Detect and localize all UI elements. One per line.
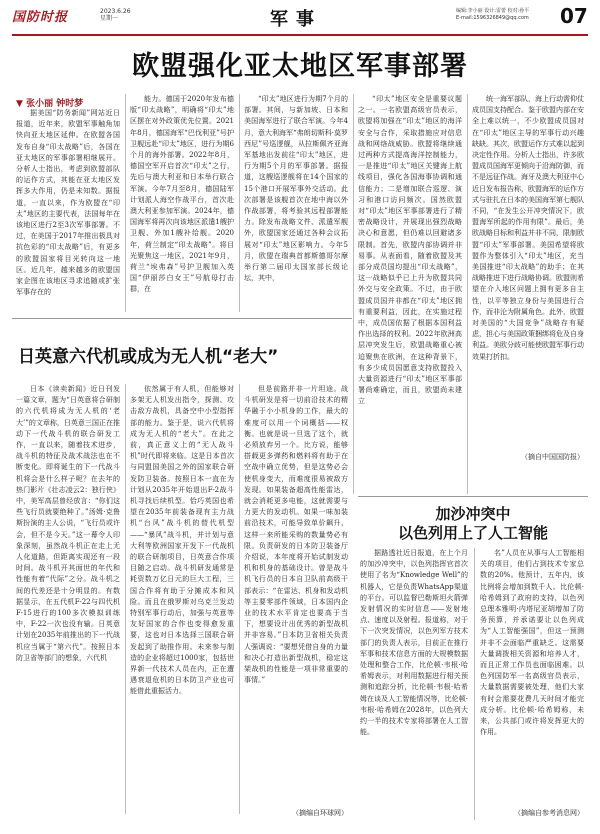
article2-text: 但是前路并非一片坦途。战斗机研发是将一切前沿技术的精华融于小小机身的工作，最大的难度可以用一个词概括——权衡。也就是说一旦选了这个，就必须放弃另一个。比方说，能够搭载更多弹药和燃料将有助于在空战中确立优势，但是这势必会使机身变大，而难度很易被敌方发现。如果装备超高性能雷达，就会消耗更多电能，这就需要与力更大的发动机。如果一味加装前沿技术，可能导致单价飙升，这样一来所能采购的数量势必有限。负责研发的日本防卫装备厅介绍说，本年度将开始试制发动机和机身的基础设计。曾是战斗机飞行员的日本自卫队前高级干部表示：“在雷达、机身和发动机等主要零部件领域，日本国内企业的技术水平肯定也要高于当下，想要设计出优秀的新型战机并非容易。”日本防卫省相关负责人强调说：“要想凭借自身的力量和决心打造出新型战机，稳定这架战机的性能是一项非常重要的事情。” [244, 385, 348, 685]
article3-headline-line-1: 加沙冲突中 [435, 505, 511, 523]
article2-column-2 [130, 384, 234, 804]
section-name: 军事 [270, 9, 322, 30]
article2-source: （摘编自环球网） [292, 809, 348, 817]
article1-text: 统一海军部队，海上行动需仰仗成员国支持配合。鉴于欧盟内部在安全上难以统一，不少欧盟成员国对在“印太”地区主导的军事行动兴趣缺缺。其次，欧盟运作方式难以起到决定性作用。分析人士指出，许多欧盟成员国海军更倾向于沿海防御，而不是远征作战。海牙及澳大利亚中心近日发布报告称，欧盟海军的运作方式与驻扎在日本的美国海军第七舰队不同，“在发生公开冲突情况下，欧盟海军所起的作用有限”。最后，美欧战略目标和利益并非不同，限制欧盟“印太”军事部署。美国希望将欧盟作为整体引入“印太”地区，充当美国推进“印太战略”的助手；在其战略推进下进行战略协调。欧盟则希望在介入地区问题上拥有更多自主性，以平等独立身份与美国进行合作，而非沦为附属角色。此外，欧盟对美国的“大国竞争”战略存有疑虑，担心与美国政策捆绑将危及自身利益。美欧分歧可能使欧盟军事行动效果打折扣。 [472, 95, 584, 361]
article2-headline: 日英意六代机或成为无人机“老大” [18, 347, 279, 367]
article1-text: 能力。德国于2020年发布德版“印太战略”，明确将“印太”地区摆在对外政策优先位置。2021年8月，德国海军“巴伐利亚”号护卫舰远赴“印太”地区，进行为期6个月的海外部署。2022年8月，德国空军开启首次“印太”之行，先后与澳大利亚和日本举行联合军演。今年7月至8月，德国陆军计划派人海空作战平台，首次赴澳大利亚参加军演。2024年，德国海军将再次向该地区派遣1艘护卫舰、外加1艘补给舰。2020年，荷兰制定“印太战略”。将目光聚焦这一地区。2021年9月，荷兰“埃弗森”号护卫舰加入英国“伊丽莎白女王”号航母打击群，在 [130, 95, 234, 294]
article2-text: 日本《读卖新闻》近日刊发一篇文章，题为“日英意将合研制的六代机将成为无人机的‘老大’”的文章称，日英意三国正在推动下一代战斗机的联合研发工作，一直以来，随着技术进步，战斗机的特征及战术战法也在不断变化。即将诞生的下一代战斗机将会是什么样子呢？在去年的热门影片《壮志凌云2：独行侠》中，美军高层曾经放言：“你们这些飞行员就要绝种了。”汤姆·克鲁斯扮演的主人公说，“飞行员或许会，但不是今天。”这一幕令人印象深刻，虽然战斗机正在走上无人化道路，但距离实现还有一段时间。战斗机开其面世的年代和性能有着“代际”之分。战斗机之间的代差还是十分明显的。有数据显示，在五代机F-22与四代机F-15进行的100多次模拟训练中，F-22一次也没有输。日英意计划在2035年前推出的下一代战机应当属于“第六代”。按照日本防卫省等部门的想象，六代机 [16, 385, 120, 662]
column-divider [474, 548, 475, 820]
article1-column-1 [16, 108, 120, 314]
column-divider [239, 94, 240, 312]
column-divider [353, 94, 354, 494]
column-divider [125, 94, 126, 312]
weekday: 星期一 [100, 15, 119, 22]
header-divider [12, 34, 588, 36]
article3-headline: 以色列用上了人工智能 [397, 524, 548, 542]
issue-date [100, 8, 131, 22]
article1-column-5 [472, 94, 584, 452]
article2-column-1 [16, 384, 120, 804]
column-divider [239, 384, 240, 814]
article2-column-3 [244, 384, 348, 804]
masthead [12, 6, 588, 36]
article1-column-3 [244, 94, 348, 314]
editor-email: E-mail:1596326849@qq.com [456, 15, 529, 21]
article1-column-4 [358, 94, 462, 452]
byline: ▼ 张小丽 钟时梦 [16, 99, 84, 109]
date: 2023.6.26 [100, 8, 131, 15]
editor-credits [456, 8, 552, 22]
editor-names: 编辑:李小丽 设计:雷蕾 校对:孙平 [456, 8, 530, 14]
article3-text: 据路透社近日报道，在上个月的加沙冲突中，以色列指挥官首次使用了名为“Knowledge Well”的机器人，它是负责WhatsApp渠道的平台。可以监督巴勒斯坦火箭弹发射情况的实时信息——发射地点、速度以及射程。报道称，对于下一次突发情况，以色列军方技术部门的负责人表示，目前正在推行军事和技术信息方面的大规模数据处理和整合工作，比伦顿·韦根·哈希姆表示，对利用数据进行相关预测和追踪分析，比伦顿·韦根·哈希姆在谈及人工智能情况等，比伦顿·韦根·哈希姆在2028年，以色列大约一半的技术专家将部署在人工智能。 [360, 549, 468, 737]
section-divider [12, 318, 352, 319]
article3-column-2 [480, 548, 584, 804]
page-number: 07 [560, 4, 588, 28]
article1-source: （摘自中国国防报） [521, 453, 584, 461]
main-headline: 欧盟强化亚太地区军事部署 [132, 51, 468, 82]
article3-source: （摘编自参考消息网） [514, 809, 584, 817]
article3-column-1 [360, 548, 468, 816]
article1-text: “印太”地区进行为期7个月的部署。其间，与新加坡、日本和美国海军进行了联合军演。今年4月，意大利海军“弗朗切斯科·莫罗西尼”号巡逻舰，从拉斯佩齐亚海军基地出发前往“印太”地区，进行为期5个月的军事部署。据报道，这艘巡逻舰将在14个国家的15个港口开展军事外交活动。此次部署是该舰首次在地中海以外作战部署，将考验其远程部署能力。除发布战略文件、派遣军舰外，欧盟国家还通过各种会议拓展对“印太”地区影响力。今年5月，欧盟在瑞典首都斯德哥尔摩举行第二届印太国家部长级论坛，其中， [244, 95, 348, 283]
section-divider [358, 496, 588, 497]
article2-text: 依然属于有人机，但能够对多架无人机发出指令，探测、攻击敌方战机，具备空中小型指挥部的能力。鉴于是，说六代机将成为无人机的“老大”。在此之前，真正意义上的“无人战斗机”时代即将来临。这是日本首次与同盟国美国之外的国家联合研发防卫装备。按照日本一直在为计划从2035年开始退出F-2战斗机寻找后续机型。恰巧英国也希望在2035年前装备现有主力战机“台风”战斗机的替代机型——“暴风”战斗机，并计划与意大利等欧洲国家开发下一代战机的联合研制项目，日英意合作项目随之启动。战斗机研发通常是耗资数万亿日元的巨大工程，三国合作将有助于分摊成本和风险。而且在俄罗斯对乌克兰发动特别军事行动后，加强与英意等友好国家的合作也变得愈发重要，这也对日本选择三国联合研发起到了助推作用。未来参与制造的企业将超过1000家，包括世界新一代技术人员在内，正在遭遇衰退危机的日本防卫产业也可能借此重振活力。 [130, 385, 234, 696]
article1-text: “印太”地区安全是重要议题之一。一名欧盟高级官员表示，欧盟将加强在“印太”地区的海洋安全与合作，采取措施应对信息战和网络战威胁。欧盟将继续通过两种方式提高海洋控制能力，一是推进“印太”地区关键海上航线项目，强化各国海事协调和通信能力；二是增加联合巡逻、演习和港口访问频次。国然欧盟对“印太”地区军事部署进行了精密战略设计，并展现出强烈战略决心和意愿，但仍难以回避诸多限制。首先，欧盟内部协调并非易事。从表面看，随着欧盟及其部分成员国均提出“印太战略”，这一战略似乎已上升为欧盟共同外交与安全政策。不过，由于欧盟成员国并非都在“印太”地区拥有重要利益，因此，在实施过程中，成员国依据了根据本国利益作出选择的权利。2022年欧洲高层冲突发生后，欧盟战略重心被迫聚焦在欧洲，在这种背景下，有多少成员国愿意支持欧盟投入大量资源进行“印太”地区军事部署尚难确定，而且，欧盟尚未建立 [358, 95, 462, 406]
newspaper-logo: 国防时报 [12, 10, 69, 25]
article1-column-2 [130, 94, 234, 314]
article3-text: 名”人员在从事与人工智能相关的项目，他们占到技术专家总数的20%。他预计，五年内，该比例将会增加到数千人。比伦顿·哈希姆到了政府的支持，以色列总理本雅明·内塔尼亚胡增加了防务预算，并承诺要让以色列成为“人工智能强国”，但这一预测并非不会面临严重缺乏。这需要大量调拨相关资源和培养人才，而且正常工作员也面临困难。以色列国防军一名高级官员表示，大量数据需要被处理，他们大家有时会需要花费几天时间才能完成分析。比伦顿·哈希姆称，未来，公共部门或许将发挥更大的作用。 [480, 549, 584, 737]
article1-text: 据美国“防务新闻”网站近日报道，近年来，欧盟军事触角加快向亚太地区延伸。在欧盟各国发布自身“印太战略”后，各国在亚太地区的军事部署相继展开。分析人士指出，考虑到欧盟部队的运作方式，其能在亚太地区发挥多大作用，仍是未知数。据报道，一直以来，作为欧盟在“印太”地区的主要代表，法国每年在该地区进行2至3次军事部署。不过，在美国于2017年推出极具对抗色彩的“印太战略”后，有更多的欧盟国家将目光转向这一地区。近几年，越来越多的欧盟国家企图在该地区寻求追随或扩张军事存在的 [16, 109, 120, 297]
column-divider [125, 384, 126, 814]
column-divider [467, 94, 468, 494]
byline-authors: 张小丽 钟时梦 [26, 99, 84, 109]
